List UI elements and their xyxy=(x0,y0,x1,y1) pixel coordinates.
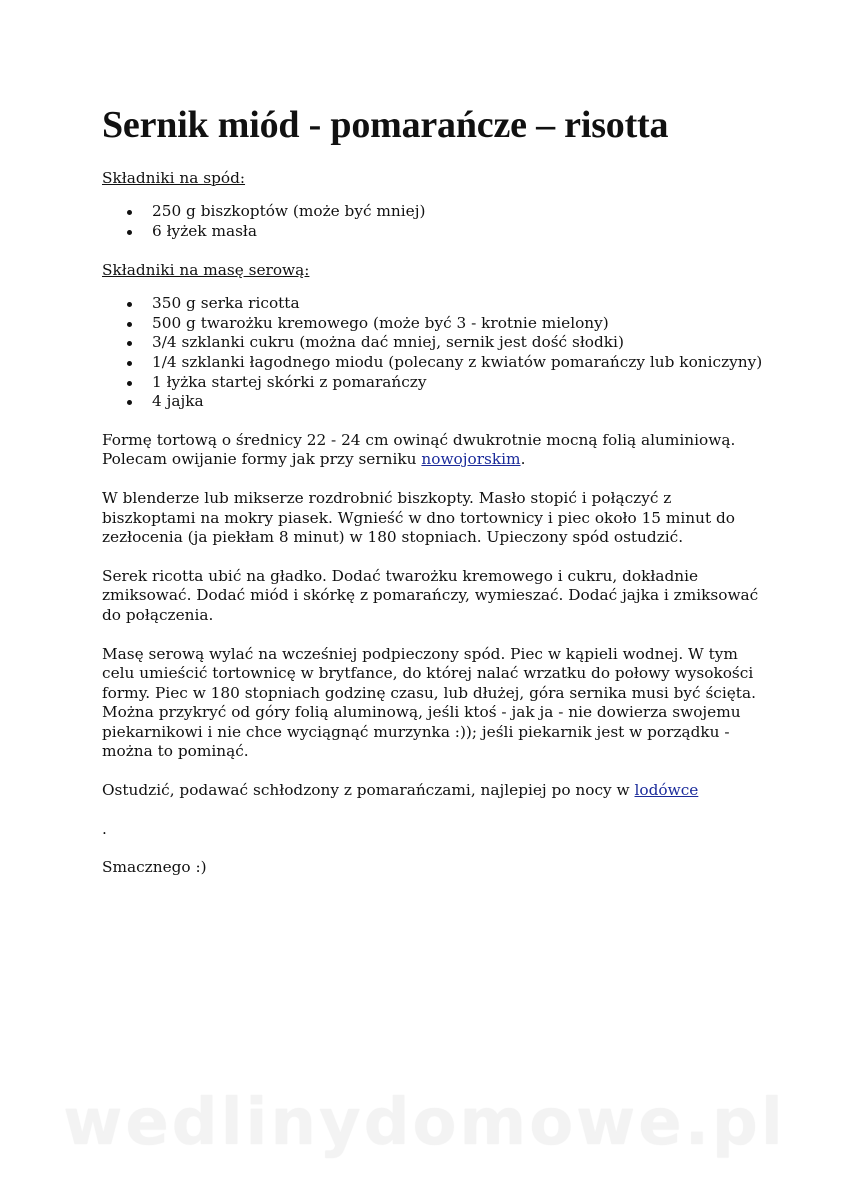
nowojorski-link[interactable]: nowojorskim xyxy=(421,450,521,469)
paragraph-base: W blenderze lub mikserze rozdrobnić biszkopty. Masło stopić i połączyć z biszkoptami na mokry piasek. Wgnieść w dno tortownicy i piec około 15 minut do zezłocenia (ja piekłam 8 minut) w 180 stopniach. Upieczony spód ostudzić. xyxy=(102,488,736,547)
paragraph-form xyxy=(102,431,762,470)
lodowka-link[interactable]: lodówce xyxy=(634,781,699,800)
paragraph-baking: Masę serową wylać na wcześniej podpieczony spód. Piec w kąpieli wodnej. W tym celu umieścić tortownicę w brytfance, do której nalać wrzatku do połowy wysokości formy. Piec w 180 stopniach godzinę czasu, lub dłużej, góra sernika musi być ścięta. Można przykryć od góry folią aluminową, jeśli ktoś - jak ja - nie dowierza swojemu piekarnikowi i nie chce wyciągnąć murzynka :)); jeśli piekarnik jest w porządku - można to pominąć. xyxy=(102,644,756,761)
list-item: 3/4 szklanki cukru (można dać mniej, sernik jest dość słodki) xyxy=(152,333,762,353)
list-item: 250 g biszkoptów (może być mniej) xyxy=(152,202,762,222)
list-item: 1 łyżka startej skórki z pomarańczy xyxy=(152,373,762,393)
list-item: 350 g serka ricotta xyxy=(152,294,762,314)
paragraph-serving-text: Ostudzić, podawać schłodzony z pomarańczami, najlepiej po nocy w xyxy=(102,781,635,800)
separator-dot: . xyxy=(102,819,107,838)
cheese-mass-list xyxy=(102,294,762,412)
paragraph-form-text: Formę tortową o średnicy 22 - 24 cm owinąć dwukrotnie mocną folią aluminiową. Polecam owijanie formy jak przy serniku xyxy=(102,430,736,469)
base-ingredients-list xyxy=(102,202,762,241)
document-page xyxy=(102,100,762,897)
page-title: Sernik miód - pomarańcze – risotta xyxy=(102,104,669,146)
list-item: 500 g twarożku kremowego (może być 3 - krotnie mielony) xyxy=(152,314,762,334)
cheese-mass-heading: Składniki na masę serową: xyxy=(102,261,310,280)
base-ingredients-heading: Składniki na spód: xyxy=(102,169,246,187)
paragraph-serving xyxy=(102,781,762,801)
paragraph-form-end: . xyxy=(520,450,526,469)
closing-text: Smacznego :) xyxy=(102,858,207,877)
list-item: 1/4 szklanki łagodnego miodu (polecany z kwiatów pomarańczy lub koniczyny) xyxy=(152,352,763,371)
list-item: 4 jajka xyxy=(152,392,762,412)
paragraph-mass: Serek ricotta ubić na gładko. Dodać twarożku kremowego i cukru, dokładnie zmiksować. Dodać miód i skórkę z pomarańczy, wymieszać. Dodać jajka i zmiksować do połączenia. xyxy=(102,566,759,624)
list-item: 6 łyżek masła xyxy=(152,222,762,242)
watermark: wedlinydomowe.pl xyxy=(63,1086,786,1160)
